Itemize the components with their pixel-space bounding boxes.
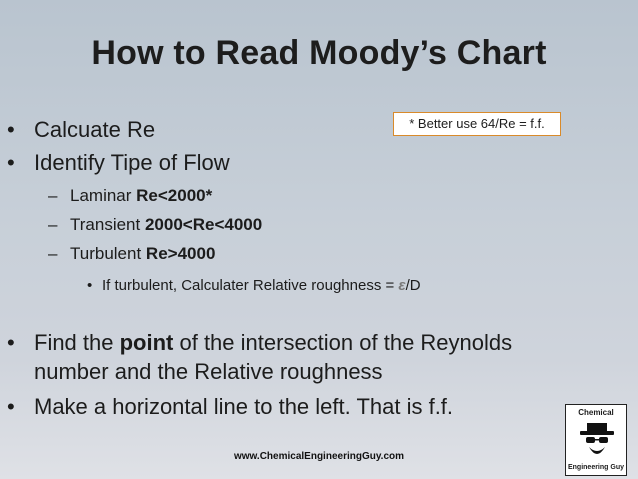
- sub-sub-roughness: [87, 277, 421, 294]
- sub-laminar: [48, 186, 213, 206]
- bullet-find-point-line2: number and the Relative roughness: [34, 359, 383, 384]
- epsilon-symbol: ε: [398, 277, 406, 294]
- sub-transient: [48, 215, 263, 235]
- sub-value: 2000<Re<4000: [144, 215, 263, 234]
- sub-turbulent: [48, 244, 216, 264]
- bullet-icon: •: [7, 150, 15, 175]
- logo: [565, 404, 627, 476]
- bullet-find-point: [7, 330, 513, 356]
- slide-title: How to Read Moody’s Chart: [91, 34, 547, 72]
- sub-label: Transient: [70, 215, 145, 234]
- dash-icon: –: [48, 215, 58, 234]
- bullet-horizontal-line: [7, 394, 454, 420]
- bullet-icon: •: [7, 330, 15, 355]
- sub-label: Turbulent: [70, 244, 146, 263]
- bullet-icon: •: [87, 277, 93, 294]
- bullet-calculate-re: [7, 117, 156, 143]
- sub-value: Re<2000*: [136, 186, 213, 205]
- bullet-icon: •: [7, 394, 15, 419]
- bullet-identify-flow: [7, 150, 230, 176]
- sub-label: Laminar: [70, 186, 137, 205]
- sub-value: Re>4000: [145, 244, 216, 263]
- logo-bottom-text: Engineering Guy: [567, 464, 624, 471]
- bullet-text-post: of the intersection of the Reynolds: [173, 330, 513, 355]
- bullet-text-pre: Find the: [34, 330, 120, 355]
- dash-icon: –: [48, 244, 58, 263]
- roughness-suffix: /D: [405, 277, 421, 294]
- bullet-text: Calcuate Re: [34, 117, 156, 142]
- bullet-text-bold: point: [119, 330, 174, 355]
- bullet-text: Identify Tipe of Flow: [34, 150, 230, 175]
- roughness-text: If turbulent, Calculater Relative roughness =: [102, 277, 399, 294]
- bullet-text: Make a horizontal line to the left. That is f.f.: [34, 394, 454, 419]
- footer-url[interactable]: www.ChemicalEngineeringGuy.com: [233, 451, 405, 462]
- dash-icon: –: [48, 186, 58, 205]
- logo-top-text: Chemical: [578, 408, 614, 417]
- bullet-icon: •: [7, 117, 15, 142]
- note-box: * Better use 64/Re = f.f.: [393, 112, 561, 136]
